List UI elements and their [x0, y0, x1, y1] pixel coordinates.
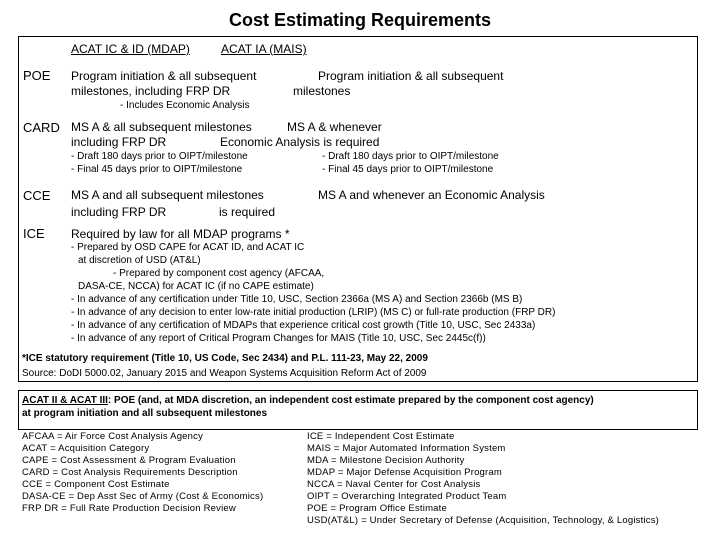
- glossary-left-item: AFCAA = Air Force Cost Analysis Agency: [22, 431, 204, 442]
- glossary-left-item: CARD = Cost Analysis Requirements Description: [22, 467, 238, 478]
- row-label-cce: CCE: [23, 188, 51, 203]
- glossary-left-item: CCE = Component Cost Estimate: [22, 479, 170, 490]
- glossary-right-item: POE = Program Office Estimate: [307, 503, 447, 514]
- glossary-right-item: MDA = Milestone Decision Authority: [307, 455, 465, 466]
- glossary-left-item: DASA-CE = Dep Asst Sec of Army (Cost & Economics): [22, 491, 264, 502]
- ice-note-line: - In advance of any decision to enter low-rate initial production (LRIP) (MS C) or full-rate production (FRP DR): [71, 307, 556, 318]
- poe-note: - Includes Economic Analysis: [120, 100, 250, 111]
- ice-note-line: - In advance of any certification under Title 10, USC, Section 2366a (MS A) and Section 2366b (MS B): [71, 294, 523, 305]
- cce-mais-line2: is required: [219, 205, 276, 219]
- cce-mais-line1: MS A and whenever an Economic Analysis: [318, 188, 545, 202]
- poe-mais-line2: milestones: [293, 84, 351, 98]
- cce-mdap-line1: MS A and all subsequent milestones: [71, 188, 264, 202]
- card-mais-note-draft: - Draft 180 days prior to OIPT/milestone: [322, 151, 499, 162]
- card-mdap-line2: including FRP DR: [71, 135, 167, 149]
- card-mdap-note-draft: - Draft 180 days prior to OIPT/milestone: [71, 151, 248, 162]
- card-mdap-note-final: - Final 45 days prior to OIPT/milestone: [71, 164, 243, 175]
- card-mais-line2: Economic Analysis is required: [220, 135, 380, 149]
- acat-ii-iii-label: ACAT II & ACAT III: [22, 395, 108, 406]
- ice-footnote: *ICE statutory requirement (Title 10, US Code, Sec 2434) and P.L. 111-23, May 22, 2009: [22, 353, 428, 364]
- poe-mais-line1: Program initiation & all subsequent: [318, 69, 504, 83]
- glossary-right-item: OIPT = Overarching Integrated Product Team: [307, 491, 507, 502]
- ice-note-line: - In advance of any certification of MDAPs that experience critical cost growth (Title 10, USC, Sec 2433a): [71, 320, 536, 331]
- column-header-mais: ACAT IA (MAIS): [221, 42, 307, 56]
- ice-note-line: at discretion of USD (AT&L): [78, 255, 201, 266]
- acat-ii-iii-desc: : POE (and, at MDA discretion, an independent cost estimate prepared by the component cost agency): [107, 395, 594, 406]
- page-title: Cost Estimating Requirements: [228, 10, 492, 30]
- glossary-right-item: MDAP = Major Defense Acquisition Program: [307, 467, 503, 478]
- glossary-left-item: CAPE = Cost Assessment & Program Evaluation: [22, 455, 236, 466]
- glossary-right-item: MAIS = Major Automated Information System: [307, 443, 506, 454]
- glossary-left-item: ACAT = Acquisition Category: [22, 443, 150, 454]
- cce-mdap-line2: including FRP DR: [71, 205, 167, 219]
- glossary-right-item: USD(AT&L) = Under Secretary of Defense (Acquisition, Technology, & Logistics): [307, 515, 660, 526]
- row-label-poe: POE: [23, 68, 51, 83]
- glossary-left-item: FRP DR = Full Rate Production Decision Review: [22, 503, 236, 514]
- poe-mdap-line1: Program initiation & all subsequent: [71, 69, 257, 83]
- card-mais-note-final: - Final 45 days prior to OIPT/milestone: [322, 164, 494, 175]
- ice-note-line: - Prepared by component cost agency (AFCAA,: [113, 268, 325, 279]
- card-mdap-line1: MS A & all subsequent milestones: [71, 120, 252, 134]
- ice-note-line: - Prepared by OSD CAPE for ACAT ID, and ACAT IC: [71, 242, 305, 253]
- row-label-card: CARD: [23, 120, 60, 135]
- row-label-ice: ICE: [23, 226, 45, 241]
- ice-note-line: - In advance of any report of Critical Program Changes for MAIS (Title 10, USC, Sec 2445c(f)): [71, 333, 486, 344]
- column-header-mdap: ACAT IC & ID (MDAP): [71, 42, 190, 56]
- acat-ii-iii-text: [22, 395, 594, 406]
- source-citation: Source: DoDI 5000.02, January 2015 and Weapon Systems Acquisition Reform Act of 2009: [22, 368, 427, 379]
- acat-ii-iii-desc-line2: at program initiation and all subsequent milestones: [22, 408, 268, 419]
- card-mais-line1: MS A & whenever: [287, 120, 382, 134]
- glossary-right-item: ICE = Independent Cost Estimate: [307, 431, 455, 442]
- glossary-right-item: NCCA = Naval Center for Cost Analysis: [307, 479, 481, 490]
- ice-requirement: Required by law for all MDAP programs *: [71, 227, 290, 241]
- poe-mdap-line2: milestones, including FRP DR: [71, 84, 231, 98]
- ice-note-line: DASA-CE, NCCA) for ACAT IC (if no CAPE estimate): [78, 281, 314, 292]
